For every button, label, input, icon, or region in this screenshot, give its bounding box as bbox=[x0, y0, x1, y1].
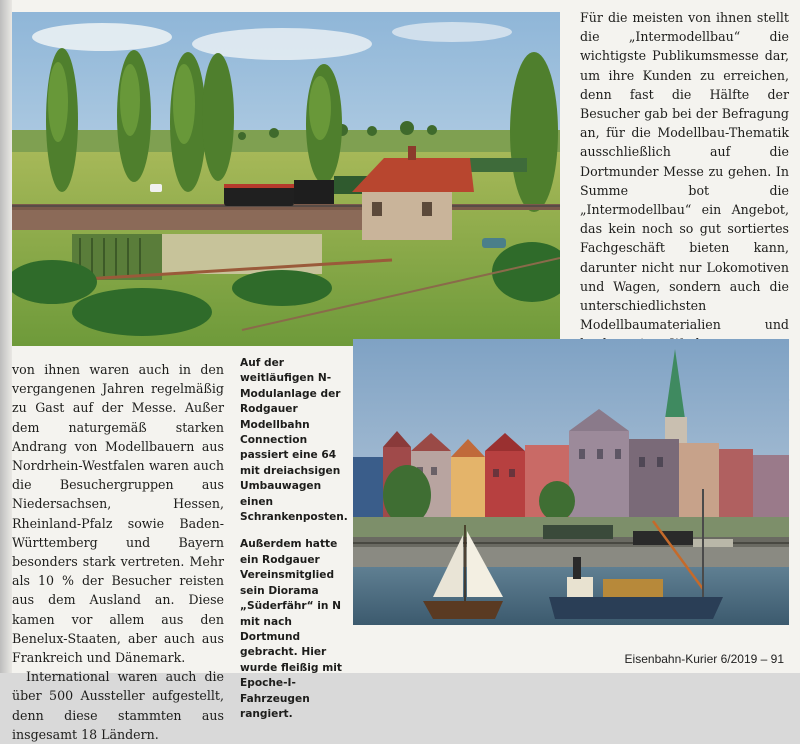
caption-bottom: Außerdem hatte ein Rodgauer Vereinsmitglied sein Diorama „Süderfähr“ in N mit nach Dortmund gebracht. Hier wurde fleißig mit Epoche-I-Fahrzeugen rangiert. bbox=[240, 538, 342, 720]
photo-module-layout bbox=[12, 12, 560, 346]
article-column-left-bottom bbox=[12, 360, 224, 744]
photo-diorama-harbour bbox=[353, 339, 789, 625]
paragraph: von ihnen waren auch in den vergangenen Jahren regelmäßig zu Gast auf der Messe. Außer dem naturgemäß starken Andrang von Modellbauern aus Nordrhein-Westfalen waren auch die Besuchergruppen aus Niedersachsen, Hessen, Rheinland-Pfalz sowie Baden-Württemberg und Bayern besonders stark vertreten. Mehr als 10 % der Besucher reisten aus dem Ausland an. Diese kamen vor allem aus den Benelux-Staaten, aber auch aus Frankreich und Dänemark. bbox=[12, 362, 224, 666]
paragraph: Für die meisten von ihnen stellt die „Intermodellbau“ die wichtigste Publikumsmesse dar, um ihre Kunden zu erreichen, denn fast die Hälfte der Besucher gab bei der Befragung an, für die Modellbau-Thematik ausschließlich auf die Dortmunder Messe zu gehen. In Summe bot die „Intermodellbau“ ein Angebot, das kein noch so gut sortiertes Fachgeschäft bieten kann, darunter nicht nur Lokomotiven und Wagen, sondern auch die unterschiedlichsten Modellbaumaterialien und bbox=[580, 10, 789, 333]
paragraph: International waren auch die über 500 Aussteller aufgestellt, denn diese stammten aus insgesamt 18 Ländern. bbox=[12, 669, 224, 742]
page-gutter-shadow bbox=[0, 0, 12, 673]
page-footer: Eisenbahn-Kurier 6/2019 – 91 bbox=[624, 652, 784, 666]
caption-top: Auf der weitläufigen N-Modulanlage der Rodgauer Modellbahn Connection passiert eine 64 mit dreiachsigen Umbauwagen einen Schrankenposten. bbox=[240, 357, 348, 524]
caption-column bbox=[240, 356, 348, 734]
